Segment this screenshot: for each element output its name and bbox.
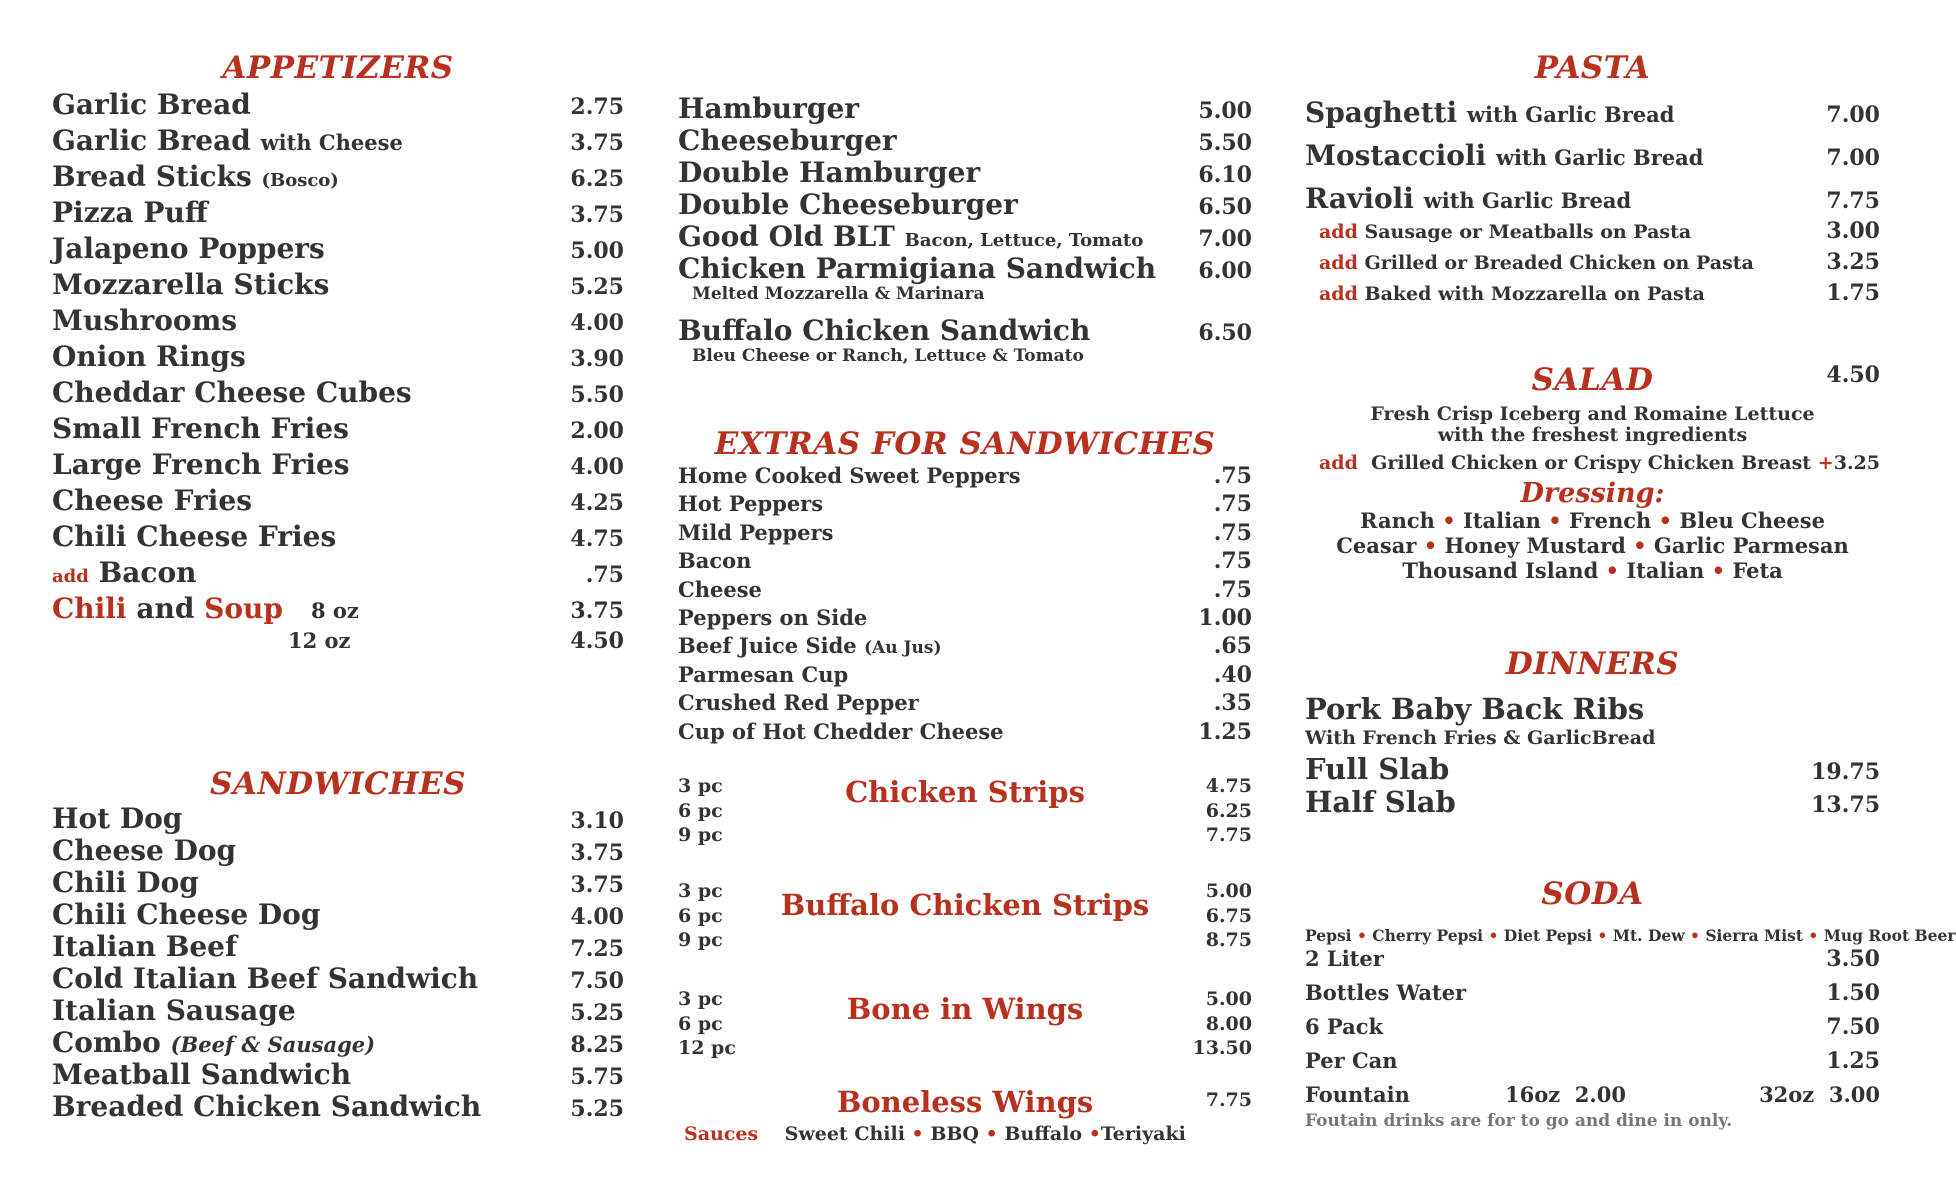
menu-item: Hot Dog 3.10 xyxy=(52,802,624,835)
menu-item: Chili Dog 3.75 xyxy=(52,866,624,899)
menu-item: Mild Peppers .75 xyxy=(678,519,1252,546)
chili-soup-item: Chili and Soup 8 oz 3.75 xyxy=(52,592,624,625)
bone-wings-title: Bone in Wings xyxy=(846,992,1084,1026)
soda-list xyxy=(1305,946,1880,1082)
appetizers-list xyxy=(52,88,624,658)
menu-item: Cup of Hot Chedder Cheese 1.25 xyxy=(678,718,1252,745)
menu-item: Beef Juice Side (Au Jus) .65 xyxy=(678,633,1252,660)
menu-item: Pizza Puff 3.75 xyxy=(52,196,624,229)
pasta-list xyxy=(1305,96,1880,311)
add-bacon-item: add Bacon .75 xyxy=(52,556,624,589)
menu-item: Cheese .75 xyxy=(678,576,1252,603)
dressing-title: Dressing: xyxy=(1520,478,1665,509)
menu-item: Home Cooked Sweet Peppers .75 xyxy=(678,463,1252,489)
item-description: Melted Mozzarella & Marinara xyxy=(692,284,985,304)
qty-row: 9 pc 7.75 xyxy=(678,824,1252,846)
buffalo-strips-title: Buffalo Chicken Strips xyxy=(780,888,1150,922)
qty-row: 3 pc 5.00 xyxy=(678,880,1252,902)
menu-item: Mostaccioli with Garlic Bread 7.00 xyxy=(1305,139,1880,172)
menu-item: Chili Cheese Dog 4.00 xyxy=(52,898,624,931)
extras-title: EXTRAS FOR SANDWICHES xyxy=(714,426,1216,462)
sauces-line: Sauces Sweet Chili • BBQ • Buffalo •Teriyaki xyxy=(684,1123,1186,1145)
sandwiches-title: SANDWICHES xyxy=(210,766,466,802)
fountain-note: Foutain drinks are for to go and dine in only. xyxy=(1305,1111,1733,1131)
menu-item: Cold Italian Beef Sandwich 7.50 xyxy=(52,962,624,995)
menu-item: Double Hamburger 6.10 xyxy=(678,156,1252,189)
qty-row: 9 pc 8.75 xyxy=(678,929,1252,951)
dinners-title: DINNERS xyxy=(1505,646,1680,682)
qty-row: 3 pc 5.00 xyxy=(678,988,1252,1010)
salad-title: SALAD xyxy=(1531,362,1654,398)
salad-add-item: add Grilled Chicken or Crispy Chicken Breast +3.25 xyxy=(1319,452,1880,474)
menu-item: Breaded Chicken Sandwich 5.25 xyxy=(52,1090,624,1123)
menu-item: Garlic Bread 2.75 xyxy=(52,88,624,121)
menu-item: Italian Beef 7.25 xyxy=(52,930,624,963)
menu-item: Mushrooms 4.00 xyxy=(52,304,624,337)
menu-item: Full Slab 19.75 xyxy=(1305,752,1880,786)
pasta-title: PASTA xyxy=(1534,50,1651,86)
menu-item: Cheese Fries 4.25 xyxy=(52,484,624,517)
menu-item: Large French Fries 4.00 xyxy=(52,448,624,481)
pasta-add-item: add Sausage or Meatballs on Pasta 3.00 xyxy=(1319,218,1880,244)
menu-item: Jalapeno Poppers 5.00 xyxy=(52,232,624,265)
menu-item: Spaghetti with Garlic Bread 7.00 xyxy=(1305,96,1880,129)
menu-item: Parmesan Cup .40 xyxy=(678,661,1252,688)
menu-item: Chili Cheese Fries 4.75 xyxy=(52,520,624,553)
menu-item: 6 Pack 7.50 xyxy=(1305,1014,1880,1040)
menu-item: Meatball Sandwich 5.75 xyxy=(52,1058,624,1091)
dressing-list: Ranch • Italian • French • Bleu Cheese Ceasar • Honey Mustard • Garlic Parmesan Thousand Island • Italian • Feta xyxy=(1336,508,1849,583)
menu-item: Bacon .75 xyxy=(678,548,1252,575)
chili-soup-large: 12 oz 4.50 xyxy=(288,628,624,654)
pasta-add-item: add Baked with Mozzarella on Pasta 1.75 xyxy=(1319,280,1880,306)
boneless-wings-block xyxy=(678,1085,1252,1119)
chicken-strips-title: Chicken Strips xyxy=(845,775,1085,809)
qty-row: 3 pc 4.75 xyxy=(678,775,1252,797)
salad-price: 4.50 xyxy=(1826,362,1880,388)
fountain-row: Fountain 16oz 2.00 32oz 3.00 xyxy=(1305,1082,1880,1107)
menu-item: Chicken Parmigiana Sandwich 6.00 xyxy=(678,252,1252,285)
qty-row: 6 pc 6.25 xyxy=(678,799,1252,822)
soda-title: SODA xyxy=(1541,876,1644,912)
soda-flavors: Pepsi • Cherry Pepsi • Diet Pepsi • Mt. Dew • Sierra Mist • Mug Root Beer xyxy=(1305,926,1956,945)
menu-item: Bottles Water 1.50 xyxy=(1305,980,1880,1006)
qty-row: 7.75 xyxy=(1205,1089,1252,1111)
menu-item: Half Slab 13.75 xyxy=(1305,785,1880,819)
extras-list xyxy=(678,463,1252,747)
ribs-list xyxy=(1305,752,1880,818)
salad-description: Fresh Crisp Iceberg and Romaine Lettuce with the freshest ingredients xyxy=(1370,403,1815,446)
chicken-strips-block xyxy=(678,775,1252,849)
qty-row: 12 pc 13.50 xyxy=(678,1037,1252,1059)
menu-item: Cheese Dog 3.75 xyxy=(52,834,624,867)
bone-wings-block xyxy=(678,988,1252,1062)
appetizers-title: APPETIZERS xyxy=(222,50,454,86)
menu-item: Mozzarella Sticks 5.25 xyxy=(52,268,624,301)
menu-item: Cheeseburger 5.50 xyxy=(678,124,1252,157)
menu-item: Buffalo Chicken Sandwich 6.50 xyxy=(678,314,1252,347)
menu-item: Good Old BLT Bacon, Lettuce, Tomato 7.00 xyxy=(678,220,1252,253)
menu-item: Onion Rings 3.90 xyxy=(52,340,624,373)
menu-item: Peppers on Side 1.00 xyxy=(678,604,1252,631)
pasta-add-item: add Grilled or Breaded Chicken on Pasta 3.25 xyxy=(1319,249,1880,275)
menu-item: Small French Fries 2.00 xyxy=(52,412,624,445)
menu-item: Per Can 1.25 xyxy=(1305,1048,1880,1074)
ribs-description: With French Fries & GarlicBread xyxy=(1305,727,1656,749)
item-description: Bleu Cheese or Ranch, Lettuce & Tomato xyxy=(692,346,1084,366)
menu-item: Crushed Red Pepper .35 xyxy=(678,690,1252,717)
menu-item: Italian Sausage 5.25 xyxy=(52,994,624,1027)
ribs-heading: Pork Baby Back Ribs xyxy=(1305,692,1645,726)
menu-item: Cheddar Cheese Cubes 5.50 xyxy=(52,376,624,409)
qty-row: 6 pc 8.00 xyxy=(678,1012,1252,1035)
menu-item: Hamburger 5.00 xyxy=(678,92,1252,125)
menu-item: Combo (Beef & Sausage) 8.25 xyxy=(52,1026,624,1059)
menu-item: Garlic Bread with Cheese 3.75 xyxy=(52,124,624,157)
burgers-list xyxy=(678,92,1252,370)
menu-item: Ravioli with Garlic Bread 7.75 xyxy=(1305,182,1880,215)
buffalo-strips-block xyxy=(678,880,1252,954)
menu-item: Double Cheeseburger 6.50 xyxy=(678,188,1252,221)
sandwiches-list xyxy=(52,802,624,1122)
qty-row: 6 pc 6.75 xyxy=(678,904,1252,927)
boneless-wings-title: Boneless Wings xyxy=(836,1085,1094,1119)
menu-item: 2 Liter 3.50 xyxy=(1305,946,1880,972)
menu-item: Hot Peppers .75 xyxy=(678,491,1252,518)
menu-item: Bread Sticks (Bosco) 6.25 xyxy=(52,160,624,193)
